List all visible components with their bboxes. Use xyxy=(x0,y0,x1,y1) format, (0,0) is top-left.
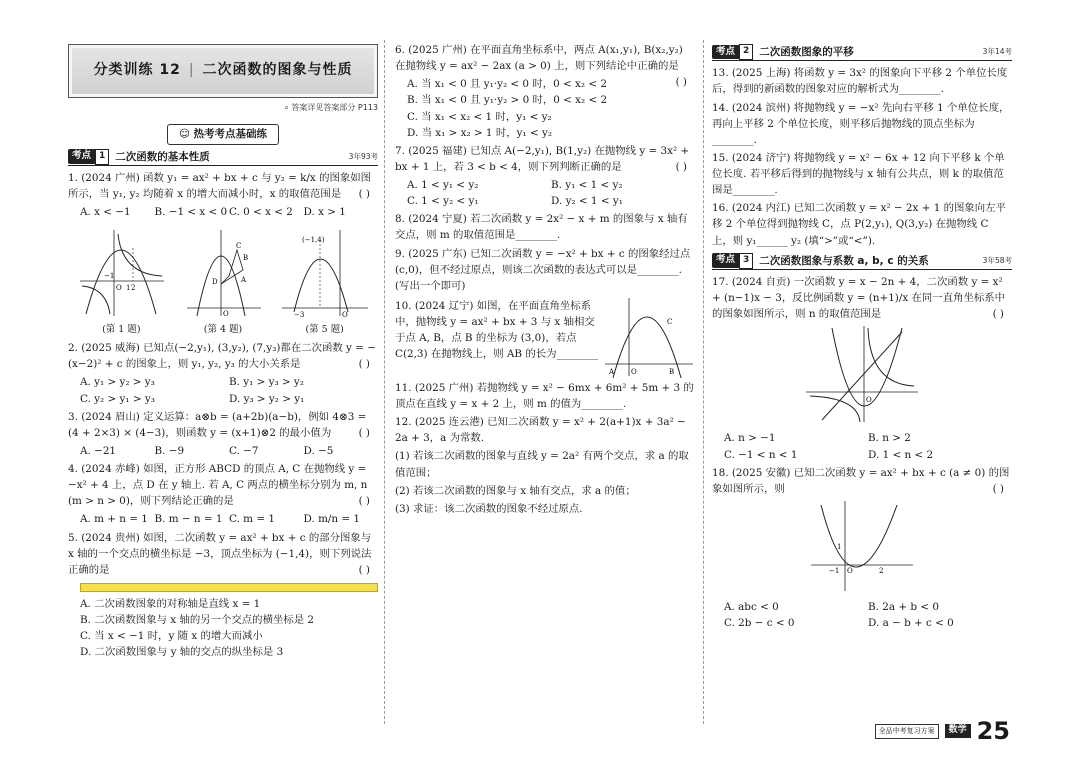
svg-text:1: 1 xyxy=(126,284,131,293)
page-footer xyxy=(875,713,1010,750)
question-15: 15. (2024 济宁) 将抛物线 y = x² − 6x + 12 向下平移 k 个单位长度. 若平移后得到的抛物线与 x 轴有公共点，则 k 的取值范围是________. xyxy=(712,151,1005,197)
kaodian-title: 二次函数的基本性质 xyxy=(115,150,210,163)
question-14: 14. (2024 滨州) 将抛物线 y = −x² 先向右平移 1 个单位长度，再向上平移 2 个单位长度，则平移后抛物线的顶点坐标为________. xyxy=(712,101,1010,146)
chapter-banner xyxy=(68,44,378,98)
page-number: 25 xyxy=(976,716,1010,745)
highlight-marker-icon xyxy=(80,583,378,592)
banner-sep: | xyxy=(188,62,195,79)
option: A. x < −1 xyxy=(80,206,131,219)
q17-options: A. n > −1 B. n > 2 C. −1 < n < 1 D. 1 < n < 2 xyxy=(724,432,934,461)
q1-options xyxy=(80,204,378,220)
question-8: 8. (2024 宁夏) 若二次函数 y = 2x² − x + m 的图象与 x 轴有交点，则 m 的取值范围是________. xyxy=(395,213,688,242)
question-7: 7. (2025 福建) 已知点 A(−2,y₁), B(1,y₂) 在抛物线 y = 3x² + bx + 1 上，若 3 < b < 4，则下列判断正确的是 ( ) xyxy=(395,144,690,173)
question-12: 12. (2025 连云港) 已知二次函数 y = x² + 2(a+1)x + 3a² − 2a + 3，a 为常数. xyxy=(395,416,686,445)
svg-text:C: C xyxy=(235,242,242,251)
kaodian-num: 1 xyxy=(95,149,109,165)
answer-reference: ⌕ 答案详见答案部分 P113 xyxy=(284,103,378,112)
question-12-sub-2: (2) 若该二次函数的图象与 x 轴有交点，求 a 的值； xyxy=(395,484,636,497)
question-2: 2. (2025 威海) 已知点(−2,y₁), (3,y₂), (7,y₃)都在二次函数 y = −(x−2)² + c 的图象上，则 y₁, y₂, y₃ 的大小关系是 ( ) xyxy=(68,342,376,371)
banner-title: 二次函数的图象与性质 xyxy=(202,62,353,79)
q18-options: A. abc < 0 B. 2a + b < 0 C. 2b − c < 0 D. a − b + c < 0 xyxy=(724,601,954,630)
option: C. 0 < x < 2 xyxy=(229,206,293,219)
question-10: 10. (2024 辽宁) 如图，在平面直角坐标系中，抛物线 y = ax² + bx + 3 与 x 轴相交于点 A, B，点 B 的坐标为 (3,0)，若点 C(2,3) 在抛物线上，则 AB 的长为________ xyxy=(395,299,599,361)
svg-text:−3: −3 xyxy=(293,311,304,319)
q3-options: A. −21 B. −9 C. −7 D. −5 xyxy=(80,444,334,457)
column-1 xyxy=(68,40,378,663)
option: D. x > 1 xyxy=(303,206,346,219)
figure-q1: −1 O 2 1 (第 1 题) xyxy=(76,226,166,338)
svg-text:A: A xyxy=(609,367,615,376)
column-3 xyxy=(712,40,1012,633)
question-1: 1. (2024 广州) 函数 y₁ = ax² + bx + c 与 y₂ = k/x 的图象如图所示，当 y₁, y₂ 均随着 x 的增大而减小时，x 的取值范围是 ( ) xyxy=(68,171,372,201)
question-5: 5. (2024 贵州) 如图，二次函数 y = ax² + bx + c 的部分图象与 x 轴的一个交点的横坐标是 −3，顶点坐标为 (−1,4)，则下列说法正确的是 ( ) xyxy=(68,531,372,576)
svg-text:C: C xyxy=(667,317,673,326)
svg-text:1: 1 xyxy=(837,542,842,551)
figure-q17 xyxy=(712,324,1012,429)
figure-q5: (−1,4) −3 O (第 5 题) xyxy=(293,236,348,336)
question-12-sub-1: (1) 若该二次函数的图象与直线 y = 2a² 有两个交点，求 a 的取值范围； xyxy=(395,450,689,479)
banner-left: 分类训练 12 xyxy=(93,62,181,79)
svg-text:−1: −1 xyxy=(829,566,840,575)
kaodian-3-header: 考点 3 二次函数图象与系数 a, b, c 的关系 3年58考 xyxy=(712,253,1012,270)
question-13: 13. (2025 上海) 将函数 y = 3x² 的图象向下平移 2 个单位长度后，得到的新函数的图象对应的解析式为________. xyxy=(712,67,1008,96)
question-10-block xyxy=(395,296,695,378)
question-11: 11. (2025 广州) 若抛物线 y = x² − 6mx + 6m² + 5m + 3 的顶点在直线 y = x + 2 上，则 m 的值为________. xyxy=(395,381,694,410)
question-6: 6. (2025 广州) 在平面直角坐标系中，两点 A(x₁,y₁), B(x₂,y₂) 在抛物线 y = ax² − 2ax (a > 0) 上，则下列结论中正确的是 ( ) xyxy=(395,44,687,89)
section-banner: ☺ 热考考点基础练 xyxy=(167,124,279,144)
medal-icon: ☺ xyxy=(178,128,194,141)
kaodian-2-header: 考点 2 二次函数图象的平移 3年14考 xyxy=(712,44,1012,61)
q4-options: A. m + n = 1 B. m − n = 1 C. m = 1 D. m/n = 1 xyxy=(80,513,361,526)
svg-text:O: O xyxy=(866,396,872,405)
svg-text:−1: −1 xyxy=(104,272,115,281)
question-12-sub-3: (3) 求证：该二次函数的图象不经过原点. xyxy=(395,502,583,515)
figure-q18 xyxy=(712,499,1012,598)
option: B. −1 < x < 0 xyxy=(154,206,228,219)
figures-row xyxy=(68,226,378,338)
q2-options: A. y₁ > y₂ > y₃ B. y₁ > y₃ > y₂ C. y₂ > y₁ > y₃ D. y₃ > y₂ > y₁ xyxy=(80,376,305,405)
svg-text:D: D xyxy=(211,278,218,287)
question-4: 4. (2024 赤峰) 如图，正方形 ABCD 的顶点 A, C 在抛物线 y = −x² + 4 上，点 D 在 y 轴上. 若 A, C 两点的横坐标分别为 m, n (m > n > 0)，则下列结论正确的是 ( ) xyxy=(68,463,370,508)
svg-text:B: B xyxy=(242,254,249,263)
svg-text:O: O xyxy=(222,310,229,319)
figure-q10 xyxy=(603,296,695,378)
publisher-logo: 全品中考复习方案 xyxy=(875,724,939,739)
column-2 xyxy=(395,40,695,519)
svg-text:B: B xyxy=(669,367,675,376)
q6-options: A. 当 x₁ < 0 且 y₁·y₂ < 0 时，0 < x₂ < 2 B. 当 x₁ < 0 且 y₁·y₂ > 0 时，0 < x₂ < 2 C. 当 x₁ < x₂ < 1 时，y₁ < y₂ D. 当 x₁ > x₂ > 1 时，y₁ < y₂ xyxy=(407,78,608,139)
kaodian-tag: 考点 xyxy=(68,149,95,164)
column-divider xyxy=(384,40,385,724)
figure-q4: B C D A O (第 4 题) xyxy=(183,226,263,338)
question-9: 9. (2025 广东) 已知二次函数 y = −x² + bx + c 的图象经过点(c,0)，但不经过原点，则该二次函数的表达式可以是________. (写出一个即可) xyxy=(395,247,691,292)
search-icon: ⌕ xyxy=(284,103,292,112)
question-3: 3. (2024 眉山) 定义运算：a⊗b = (a+2b)(a−b)，例如 4⊗3 = (4 + 2×3) × (4−3)，则函数 y = (x+1)⊗2 的最小值为 ( ) xyxy=(68,410,370,439)
svg-text:A: A xyxy=(240,276,247,285)
svg-text:O: O xyxy=(116,284,123,293)
question-16: 16. (2024 内江) 已知二次函数 y = x² − 2x + 1 的图象向左平移 2 个单位得到抛物线 C，点 P(2,y₁), Q(3,y₂) 在抛物线 C 上，则 y₁______ y₂ (填“>”或“<”). xyxy=(712,202,1006,247)
svg-text:2: 2 xyxy=(131,284,136,293)
svg-text:O: O xyxy=(341,311,348,319)
q7-options: A. 1 < y₁ < y₂ B. y₁ < 1 < y₂ C. 1 < y₂ < y₁ D. y₂ < 1 < y₁ xyxy=(407,179,623,208)
question-17: 17. (2024 自贡) 一次函数 y = x − 2n + 4，二次函数 y = x² + (n−1)x − 3，反比例函数 y = (n+1)/x 在同一直角坐标系中的图象如图所示，则 n 的取值范围是 ( ) xyxy=(712,275,1006,321)
question-18: 18. (2025 安徽) 已知二次函数 y = ax² + bx + c (a ≠ 0) 的图象如图所示，则 ( ) xyxy=(712,466,1010,495)
column-divider xyxy=(703,40,704,724)
svg-text:2: 2 xyxy=(879,566,884,575)
svg-text:O: O xyxy=(631,367,637,376)
subject-tag: 数学 xyxy=(945,724,971,738)
q5-options: A. 二次函数图象的对称轴是直线 x = 1 B. 二次函数图象与 x 轴的另一个交点的横坐标是 2 C. 当 x < −1 时，y 随 x 的增大而减小 D. 二次函数图象与 y 轴的交点的纵坐标是 3 xyxy=(80,580,378,661)
kaodian-count: 3年93考 xyxy=(348,151,378,161)
svg-text:O: O xyxy=(847,566,853,575)
kaodian-1-header xyxy=(68,149,378,166)
svg-text:(−1,4): (−1,4) xyxy=(301,236,325,245)
